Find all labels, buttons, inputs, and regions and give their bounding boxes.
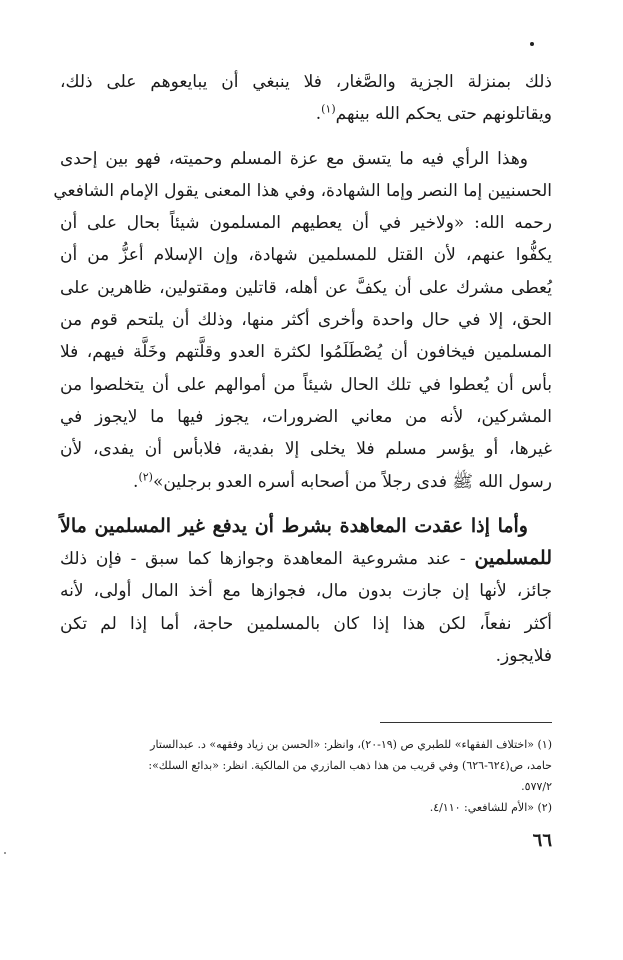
text-segment: - عند مشروعية المعاهدة وجوازها كما سبق - فإن ذلك xyxy=(60,549,475,570)
footnote-divider xyxy=(380,722,552,723)
footnote-line: (٢) «الأم للشافعي: ٤/١١٠. xyxy=(429,801,552,814)
text-line: يكفُّوا عنهم، لأن القتل للمسلمين شهادة، وإن الإسلام أعزُّ من أن xyxy=(60,245,552,266)
text-line: المسلمين فيخافون أن يُصْطَلَمُوا لكثرة العدو وقلَّتهم وخَلَّة فيهم، فلا xyxy=(60,342,552,363)
text-line: فلايجوز. xyxy=(495,646,552,667)
text-line: بأس أن يُعطوا في تلك الحال شيئاً من أموالهم على أن يتخلصوا من xyxy=(60,374,552,395)
footnote-line: حامد، ص(٦٢٤-٦٢٦) وفي قريب من هذا ذهب المازري من المالكية. انظر: «بدائع السلك»: xyxy=(148,759,552,772)
text-line: جائز، لأنها إن جازت بدون مال، فجوازها مع أخذ المال أولى، لأنه xyxy=(60,581,552,602)
footnotes xyxy=(60,734,552,818)
main-text xyxy=(53,66,552,672)
scan-speck xyxy=(4,852,6,854)
corner-dot xyxy=(530,42,534,46)
footnote-line: ٥٧٧/٢. xyxy=(521,780,552,793)
paragraph-2 xyxy=(53,143,552,498)
text-line: ذلك بمنزلة الجزية والصَّغار، فلا ينبغي أن يبايعوهم على ذلك، xyxy=(60,72,552,92)
text-line: يُعطى مشرك على أن يكفَّ عن أهله، قاتلين ومقتولين، ظاهرين على xyxy=(60,277,552,298)
text-line: وهذا الرأي فيه ما يتسق مع عزة المسلم وحميته، فهو بين إحدى xyxy=(60,148,528,169)
text-line: رحمه الله: «ولاخير في أن يعطيهم المسلمون شيئاً بحال على أن xyxy=(60,213,552,234)
footnote-line: (١) «اختلاف الفقهاء» للطبري ص (١٩-٢٠)، وانظر: «الحسن بن زياد وفقهه» د. عبدالستار xyxy=(150,738,552,751)
text-segment: ويقاتلونهم حتى يحكم الله بينهم xyxy=(335,104,552,125)
page-number: ٦٦ xyxy=(532,830,552,851)
text-line: غيرها، أو يؤسر مسلم فلا يخلى إلا بفدية، فلابأس أن يفدى، لأن xyxy=(60,439,552,460)
text-line xyxy=(60,466,552,498)
text-line: الحق، إلا في حال واحدة وأخرى أكثر منها، وذلك أن يلتحم قوم من xyxy=(60,310,552,331)
text-line xyxy=(60,98,552,130)
text-line xyxy=(60,542,552,575)
paragraph-3 xyxy=(60,510,552,672)
paragraph-1 xyxy=(60,66,552,131)
footnote-ref: (١) xyxy=(321,102,336,116)
footnote-ref: (٢) xyxy=(138,469,153,483)
text-segment: . xyxy=(315,104,322,125)
bold-word: للمسلمين xyxy=(474,547,552,570)
text-line: الحسنيين إما النصر وإما الشهادة، وفي هذا المعنى يقول الإمام الشافعي xyxy=(53,180,552,201)
text-segment: رسول الله ﷺ فدى رجلاً من أصحابه أسره العدو برجلين» xyxy=(152,471,552,492)
text-segment: . xyxy=(133,471,139,492)
bold-heading-line: وأما إذا عقدت المعاهدة بشرط أن يدفع غير المسلمين مالاً xyxy=(60,514,528,537)
text-line: أكثر نفعاً، لكن هذا إذا كان بالمسلمين حاجة، أما إذا لم تكن xyxy=(60,613,552,634)
text-line: المشركين، لأنه من معاني الضرورات، يجوز فيها ما لايجوز في xyxy=(60,406,552,427)
